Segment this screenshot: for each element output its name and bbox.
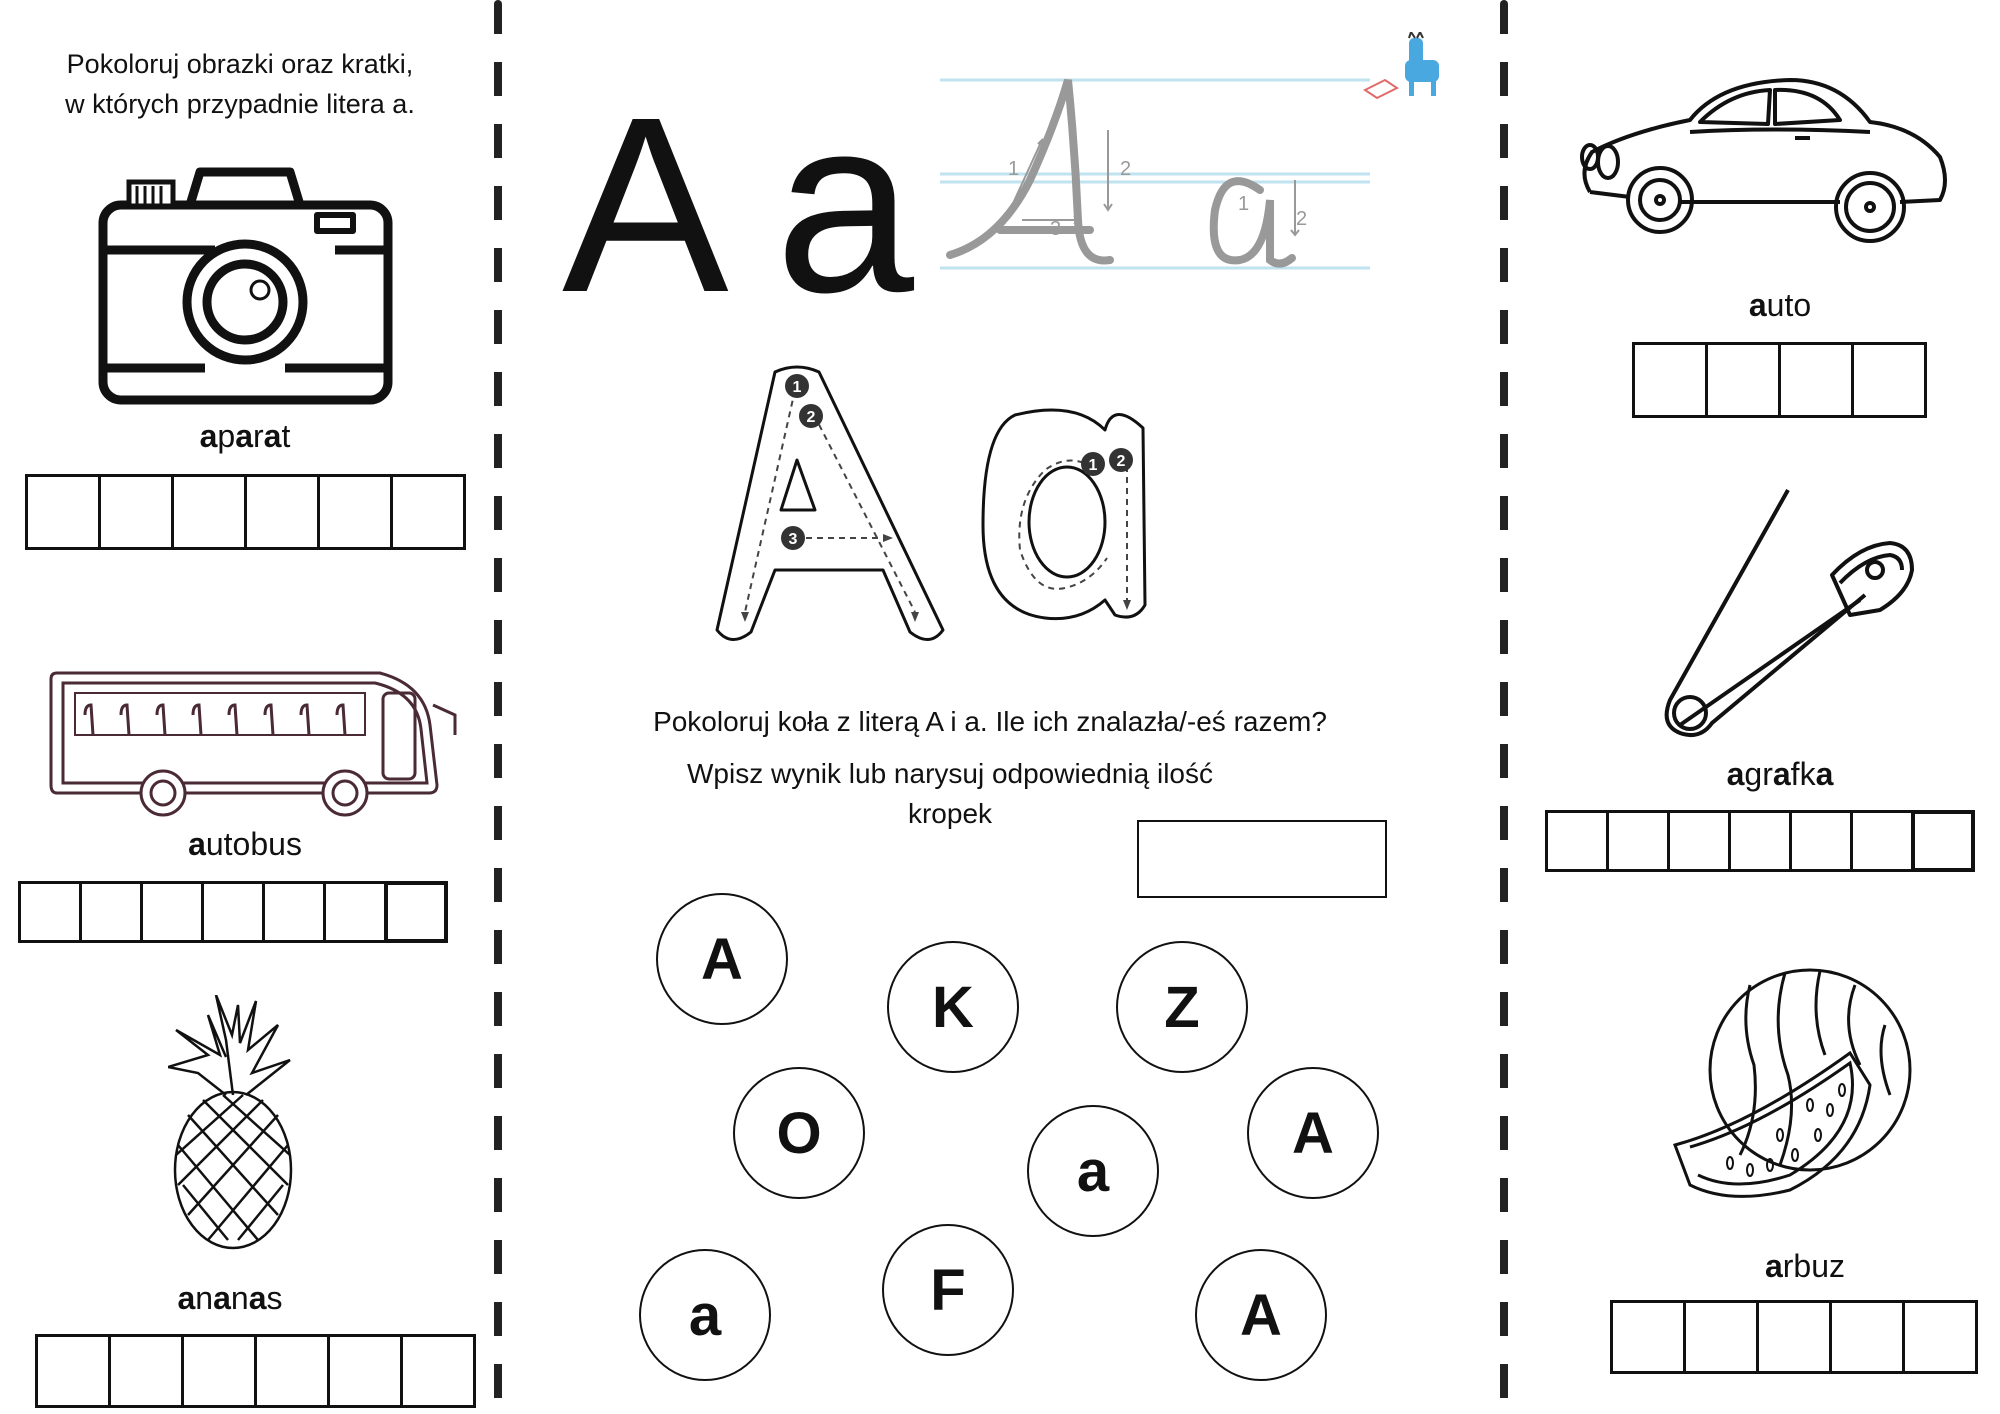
word-autobus-p1: utobus [205, 826, 302, 862]
bus-icon [45, 665, 465, 825]
letter-circle[interactable]: a [639, 1249, 771, 1381]
aparat-letter-boxes [25, 474, 466, 550]
letter-box[interactable] [25, 474, 101, 550]
trace-num-4: 1 [1088, 457, 1098, 474]
trace-num-3: 3 [788, 531, 798, 548]
answer-box[interactable] [1137, 820, 1387, 898]
word-agrafka-p1: gr [1744, 756, 1773, 792]
right-dashed-divider [1500, 0, 1508, 1414]
cursive-num-5: 2 [1296, 208, 1308, 230]
letter-box[interactable] [35, 1334, 111, 1408]
letter-box[interactable] [400, 1334, 476, 1408]
letter-box[interactable] [1667, 810, 1731, 872]
letter-box[interactable] [323, 881, 387, 943]
letter-circle[interactable]: A [1247, 1067, 1379, 1199]
word-autobus-p0: a [188, 826, 206, 862]
big-letter-upper: A [562, 65, 729, 344]
watermelon-icon [1670, 965, 1920, 1225]
word-arbuz-p0: a [1764, 1248, 1783, 1284]
word-auto-p1: uto [1766, 287, 1812, 323]
cursive-num-2: 2 [1120, 158, 1132, 180]
word-agrafka [1680, 756, 1880, 793]
letter-circle[interactable]: K [887, 941, 1019, 1073]
letter-box[interactable] [1632, 342, 1708, 418]
word-agrafka-p4: a [1815, 756, 1834, 792]
word-ananas [125, 1280, 335, 1317]
word-aparat-p2: a [235, 418, 254, 454]
trace-num-1: 1 [792, 379, 802, 396]
word-ananas-p4: a [248, 1280, 267, 1316]
letter-circle[interactable]: F [882, 1224, 1014, 1356]
safety-pin-icon [1650, 485, 1930, 745]
letter-box[interactable] [1606, 810, 1670, 872]
letter-box[interactable] [108, 1334, 184, 1408]
ananas-letter-boxes [35, 1334, 476, 1408]
trace-num-2: 2 [806, 409, 816, 426]
letter-box[interactable] [390, 474, 466, 550]
word-arbuz [1705, 1248, 1905, 1285]
letter-box[interactable] [327, 1334, 403, 1408]
word-aparat-p3: r [253, 418, 264, 454]
answer-instruction-line-1: Wpisz wynik lub narysuj odpowiednią ilość [686, 758, 1213, 789]
letter-circle[interactable]: a [1027, 1105, 1159, 1237]
word-agrafka-p3: fk [1790, 756, 1816, 792]
word-aparat-p1: p [217, 418, 236, 454]
letter-box[interactable] [1683, 1300, 1759, 1374]
letter-box[interactable] [1789, 810, 1853, 872]
arbuz-letter-boxes [1610, 1300, 1978, 1374]
camera-icon [95, 160, 395, 410]
letter-box[interactable] [79, 881, 143, 943]
cursive-num-3: 3 [1050, 218, 1062, 240]
letter-box[interactable] [1728, 810, 1792, 872]
auto-letter-boxes [1632, 342, 1927, 418]
left-instruction-line-2: w których przypadnie litera a. [65, 89, 415, 119]
letter-box[interactable] [98, 474, 174, 550]
letter-box[interactable] [262, 881, 326, 943]
word-ananas-p2: a [213, 1280, 231, 1316]
left-dashed-divider [494, 0, 502, 1414]
letter-box[interactable] [1610, 1300, 1686, 1374]
letter-box[interactable] [244, 474, 320, 550]
word-arbuz-p1: rbuz [1782, 1248, 1846, 1284]
letter-box[interactable] [1756, 1300, 1832, 1374]
word-aparat-p4: a [263, 418, 282, 454]
word-ananas-p5: s [266, 1280, 283, 1316]
cursive-num-1: 1 [1008, 158, 1020, 180]
word-ananas-p3: n [230, 1280, 249, 1316]
letter-box[interactable] [317, 474, 393, 550]
left-instruction-line-1: Pokoloruj obrazki oraz kratki, [66, 49, 414, 79]
trace-num-5: 2 [1116, 453, 1126, 470]
word-aparat-p5: t [281, 418, 291, 454]
letter-box[interactable] [1911, 810, 1975, 872]
letter-box[interactable] [18, 881, 82, 943]
letter-box[interactable] [1851, 342, 1927, 418]
letter-box[interactable] [254, 1334, 330, 1408]
car-icon [1570, 72, 1950, 257]
word-aparat [140, 418, 350, 455]
letter-box[interactable] [201, 881, 265, 943]
word-ananas-p0: a [177, 1280, 196, 1316]
pineapple-icon [168, 995, 298, 1250]
word-aparat-p0: a [199, 418, 218, 454]
left-instruction [20, 44, 460, 124]
letter-box[interactable] [171, 474, 247, 550]
letter-box[interactable] [140, 881, 204, 943]
autobus-letter-boxes [18, 881, 448, 943]
letter-box[interactable] [1705, 342, 1781, 418]
word-agrafka-p0: a [1726, 756, 1745, 792]
letter-box[interactable] [181, 1334, 257, 1408]
word-autobus [140, 826, 350, 863]
cursive-num-4: 1 [1238, 193, 1250, 215]
agrafka-letter-boxes [1545, 810, 1975, 872]
letter-circle[interactable]: Z [1116, 941, 1248, 1073]
word-ananas-p1: n [195, 1280, 214, 1316]
letter-box[interactable] [1778, 342, 1854, 418]
answer-instruction-line-2: kropek [907, 798, 993, 829]
word-auto-p0: a [1748, 287, 1767, 323]
tracing-letters [715, 360, 1215, 645]
big-letter-lower: a [775, 65, 915, 344]
letter-box[interactable] [1829, 1300, 1905, 1374]
letter-circle[interactable]: A [656, 893, 788, 1025]
letter-box[interactable] [1902, 1300, 1978, 1374]
letter-circle[interactable]: O [733, 1067, 865, 1199]
letter-box[interactable] [384, 881, 448, 943]
llama-logo-icon [1355, 32, 1450, 102]
letter-box[interactable] [1850, 810, 1914, 872]
circles-instruction: Pokoloruj koła z literą A i a. Ile ich znalazła/-eś razem? [653, 706, 1327, 737]
word-auto [1680, 287, 1880, 324]
cursive-letter-guide [940, 70, 1380, 285]
letter-box[interactable] [1545, 810, 1609, 872]
word-agrafka-p2: a [1772, 756, 1791, 792]
letter-circle[interactable]: A [1195, 1249, 1327, 1381]
